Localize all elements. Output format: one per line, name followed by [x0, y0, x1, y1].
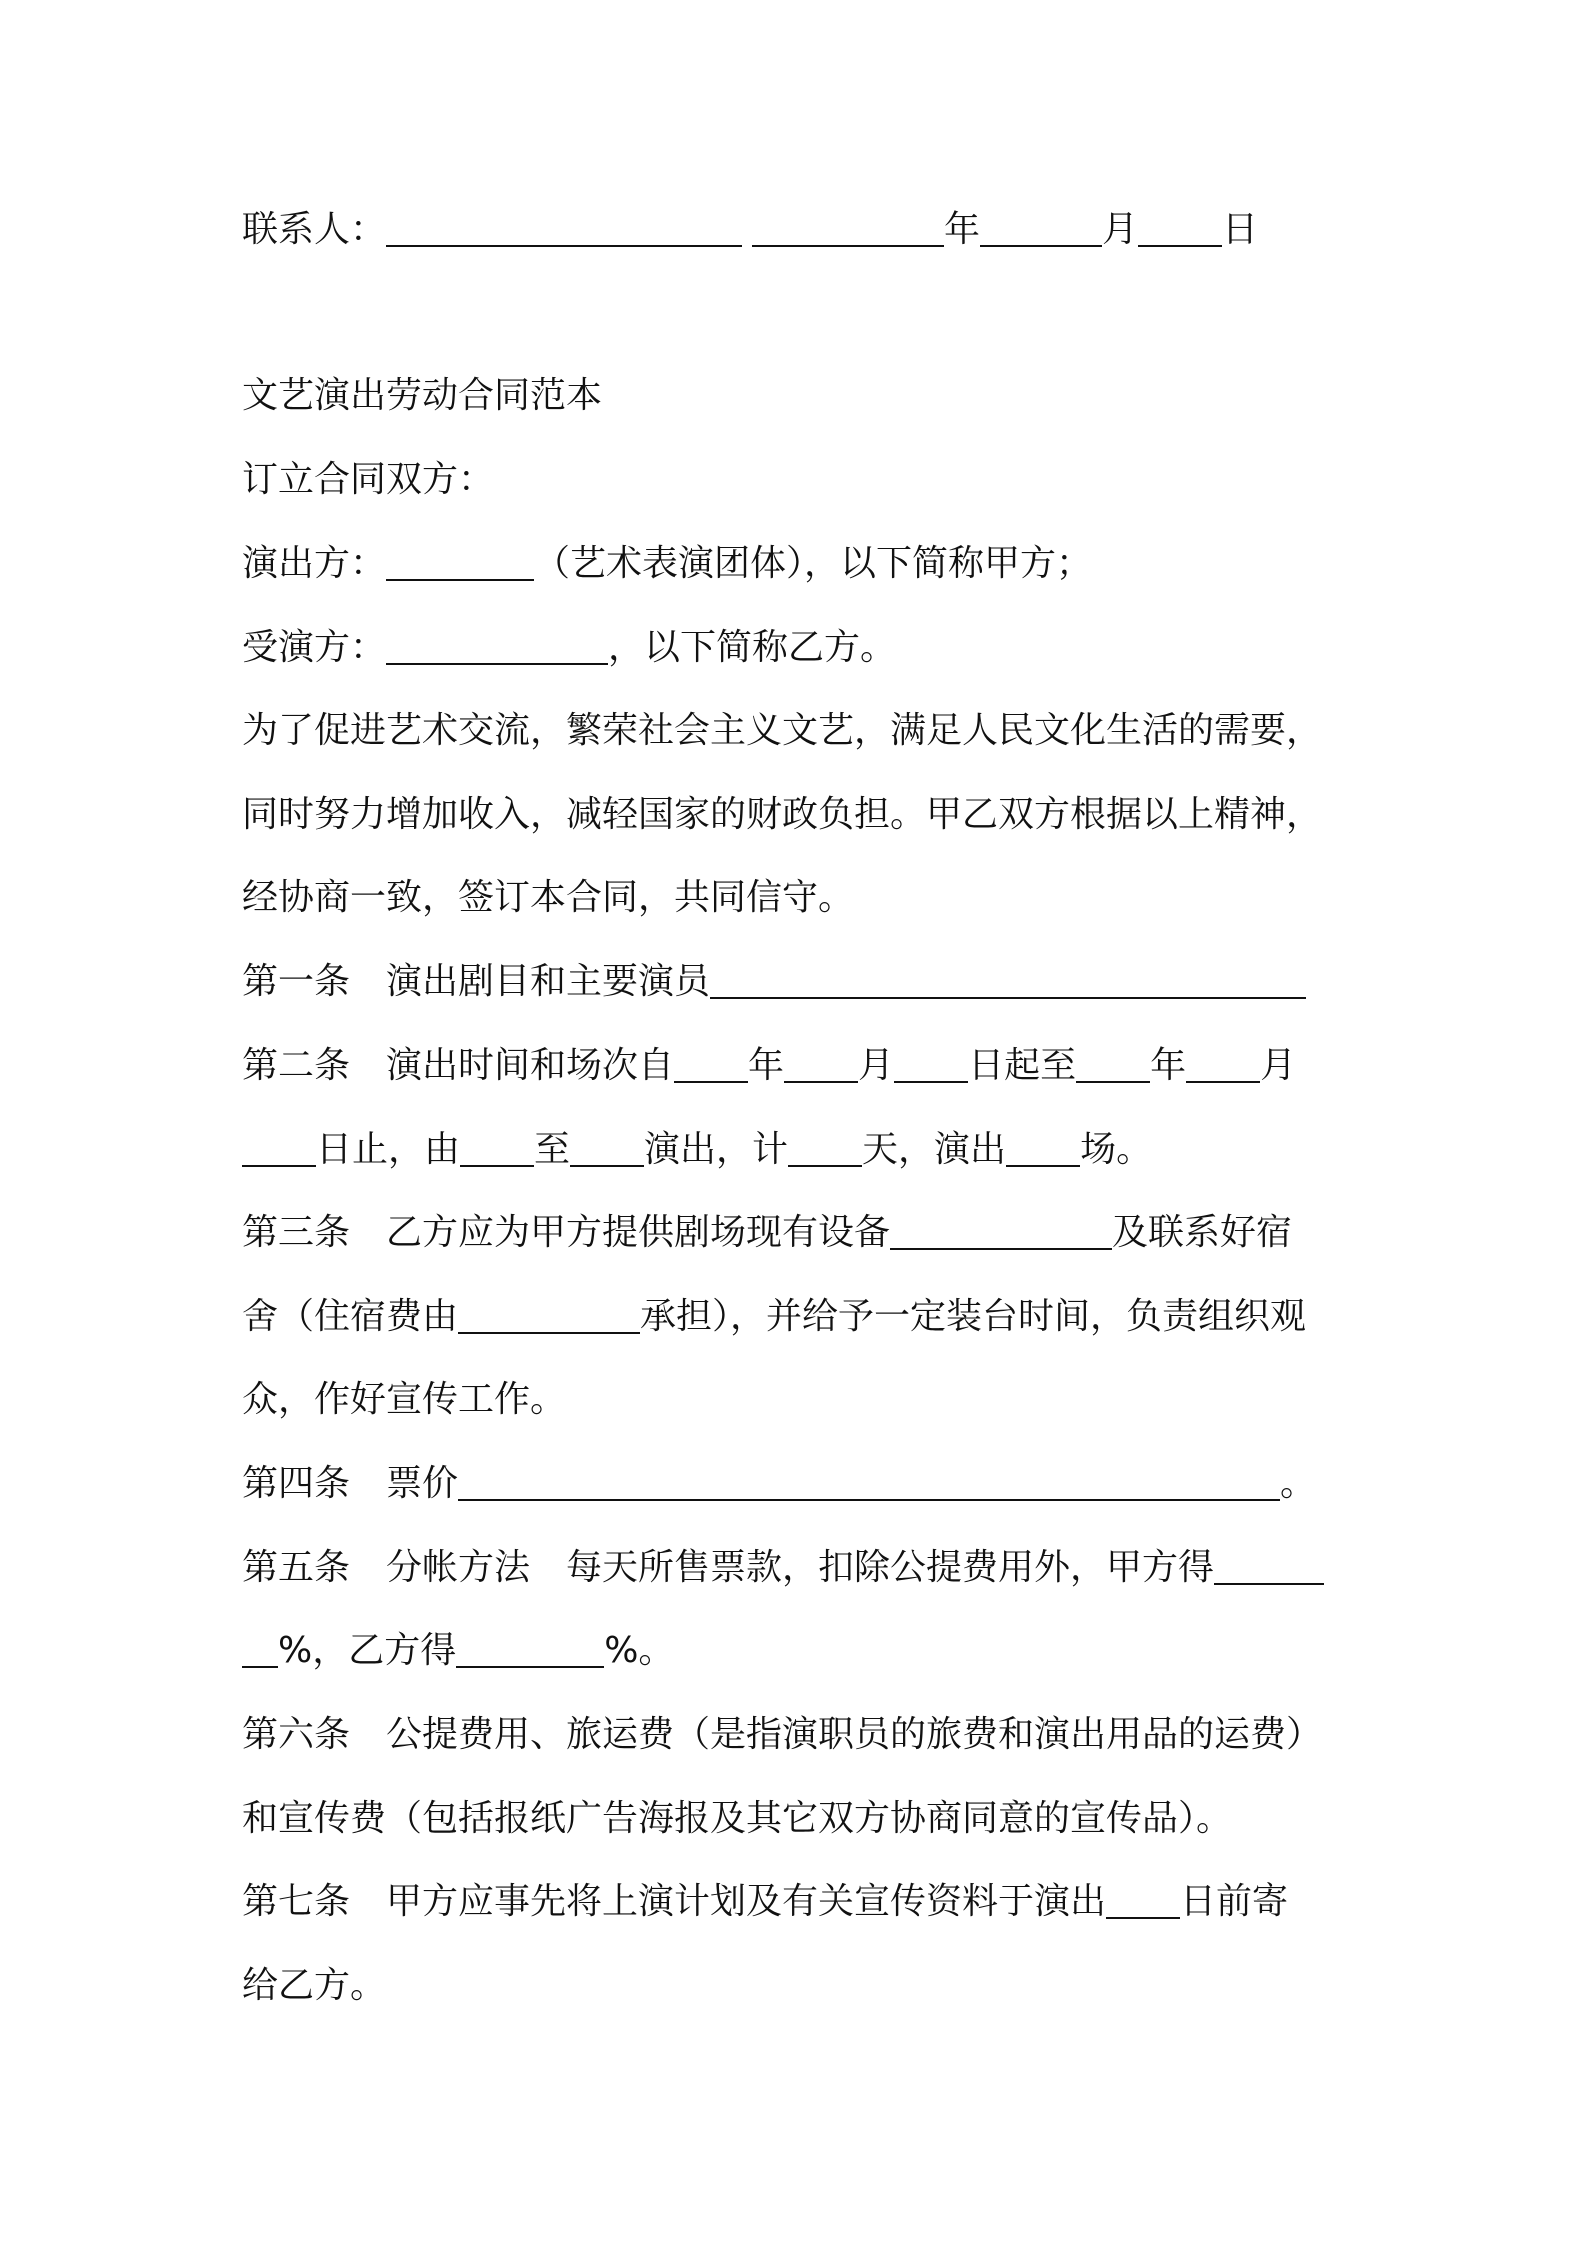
receiver-line: [242, 622, 896, 674]
day-label: 日: [1222, 209, 1259, 250]
article-4-number: 第四条: [242, 1463, 351, 1504]
performer-note: （艺术表演团体），以下简称甲方；: [534, 543, 1093, 584]
article-3-number: 第三条: [242, 1212, 351, 1253]
year-label: 年: [944, 209, 981, 250]
article-3-line-3: 众，作好宣传工作。: [242, 1379, 567, 1420]
text: 天，演出: [862, 1129, 1007, 1170]
preamble-line-3: 经协商一致，签订本合同，共同信守。: [242, 877, 855, 918]
article-5: [242, 1542, 1324, 1594]
blank: [1076, 1049, 1150, 1083]
article-1-number: 第一条: [242, 961, 351, 1002]
text: 年: [1150, 1045, 1187, 1086]
receiver-label: 受演方：: [242, 627, 387, 668]
blank: [1006, 1133, 1080, 1167]
date-blank-prefix: [752, 213, 944, 247]
article-1-blank: [710, 965, 1306, 999]
text: 日止，由: [316, 1129, 461, 1170]
text: 公提费用、旅运费（是指演职员的旅费和演出用品的运费）: [386, 1714, 1323, 1755]
article-1: [242, 956, 1306, 1008]
article-6-line-2: 和宣传费（包括报纸广告海报及其它双方协商同意的宣传品）。: [242, 1798, 1233, 1839]
month-label: 月: [1102, 209, 1139, 250]
text: 及联系好宿: [1112, 1212, 1293, 1253]
blank: [570, 1133, 644, 1167]
blank: [784, 1049, 858, 1083]
article-7-number: 第七条: [242, 1881, 351, 1922]
text: %。: [604, 1630, 675, 1671]
parties-heading: 订立合同双方：: [242, 459, 495, 500]
article-1-text: 演出剧目和主要演员: [386, 961, 711, 1002]
performer-label: 演出方：: [242, 543, 387, 584]
equipment-blank: [890, 1216, 1112, 1250]
text: 月: [1260, 1045, 1297, 1086]
article-2-continued: [242, 1124, 1152, 1176]
article-2: [242, 1040, 1296, 1092]
blank: [242, 1634, 278, 1668]
article-3-line-2: [242, 1291, 1306, 1343]
article-2-text: 演出时间和场次自: [386, 1045, 675, 1086]
blank: [242, 1133, 316, 1167]
lodging-payer-blank: [458, 1300, 640, 1334]
blank: [1186, 1049, 1260, 1083]
text: %，乙方得: [278, 1630, 457, 1671]
text: 场。: [1080, 1129, 1153, 1170]
article-5-line-2: [242, 1625, 674, 1677]
contact-label: 联系人：: [242, 209, 387, 250]
article-6-number: 第六条: [242, 1714, 351, 1755]
days-before-blank: [1106, 1885, 1180, 1919]
text: 年: [748, 1045, 785, 1086]
blank: [894, 1049, 968, 1083]
performer-blank: [386, 547, 534, 581]
blank: [674, 1049, 748, 1083]
article-5-number: 第五条: [242, 1547, 351, 1588]
text: 分帐方法: [386, 1547, 531, 1588]
day-blank: [1138, 213, 1222, 247]
text: 月: [858, 1045, 895, 1086]
text: 日起至: [968, 1045, 1077, 1086]
text: 每天所售票款，扣除公提费用外，甲方得: [566, 1547, 1215, 1588]
article-4: [242, 1458, 1316, 1510]
text: 乙方应为甲方提供剧场现有设备: [386, 1212, 891, 1253]
blank: [788, 1133, 862, 1167]
receiver-blank: [386, 631, 608, 665]
performer-line: [242, 538, 1092, 590]
receiver-note: ，以下简称乙方。: [608, 627, 897, 668]
article-3: [242, 1207, 1292, 1259]
document-title: 文艺演出劳动合同范本: [242, 375, 603, 416]
article-2-number: 第二条: [242, 1045, 351, 1086]
text: 承担），并给予一定装台时间，负责组织观: [640, 1296, 1307, 1337]
party-b-share-blank: [456, 1634, 604, 1668]
preamble-line-1: 为了促进艺术交流，繁荣社会主义文艺，满足人民文化生活的需要，: [242, 710, 1323, 751]
text: 甲方应事先将上演计划及有关宣传资料于演出: [386, 1881, 1107, 1922]
article-6: [242, 1709, 1322, 1761]
ticket-price-blank: [458, 1467, 1280, 1501]
party-a-share-blank: [1214, 1551, 1324, 1585]
text: 至: [534, 1129, 571, 1170]
contact-blank: [386, 213, 742, 247]
preamble-line-2: 同时努力增加收入，减轻国家的财政负担。甲乙双方根据以上精神，: [242, 794, 1323, 835]
blank: [460, 1133, 534, 1167]
text: 演出，计: [644, 1129, 789, 1170]
text: 日前寄: [1180, 1881, 1289, 1922]
text: 票价: [386, 1463, 459, 1504]
text: 舍（住宿费由: [242, 1296, 459, 1337]
month-blank: [980, 213, 1102, 247]
text: 。: [1280, 1463, 1317, 1504]
contact-line: [242, 204, 1258, 256]
article-7: [242, 1876, 1288, 1928]
article-7-line-2: 给乙方。: [242, 1965, 387, 2006]
